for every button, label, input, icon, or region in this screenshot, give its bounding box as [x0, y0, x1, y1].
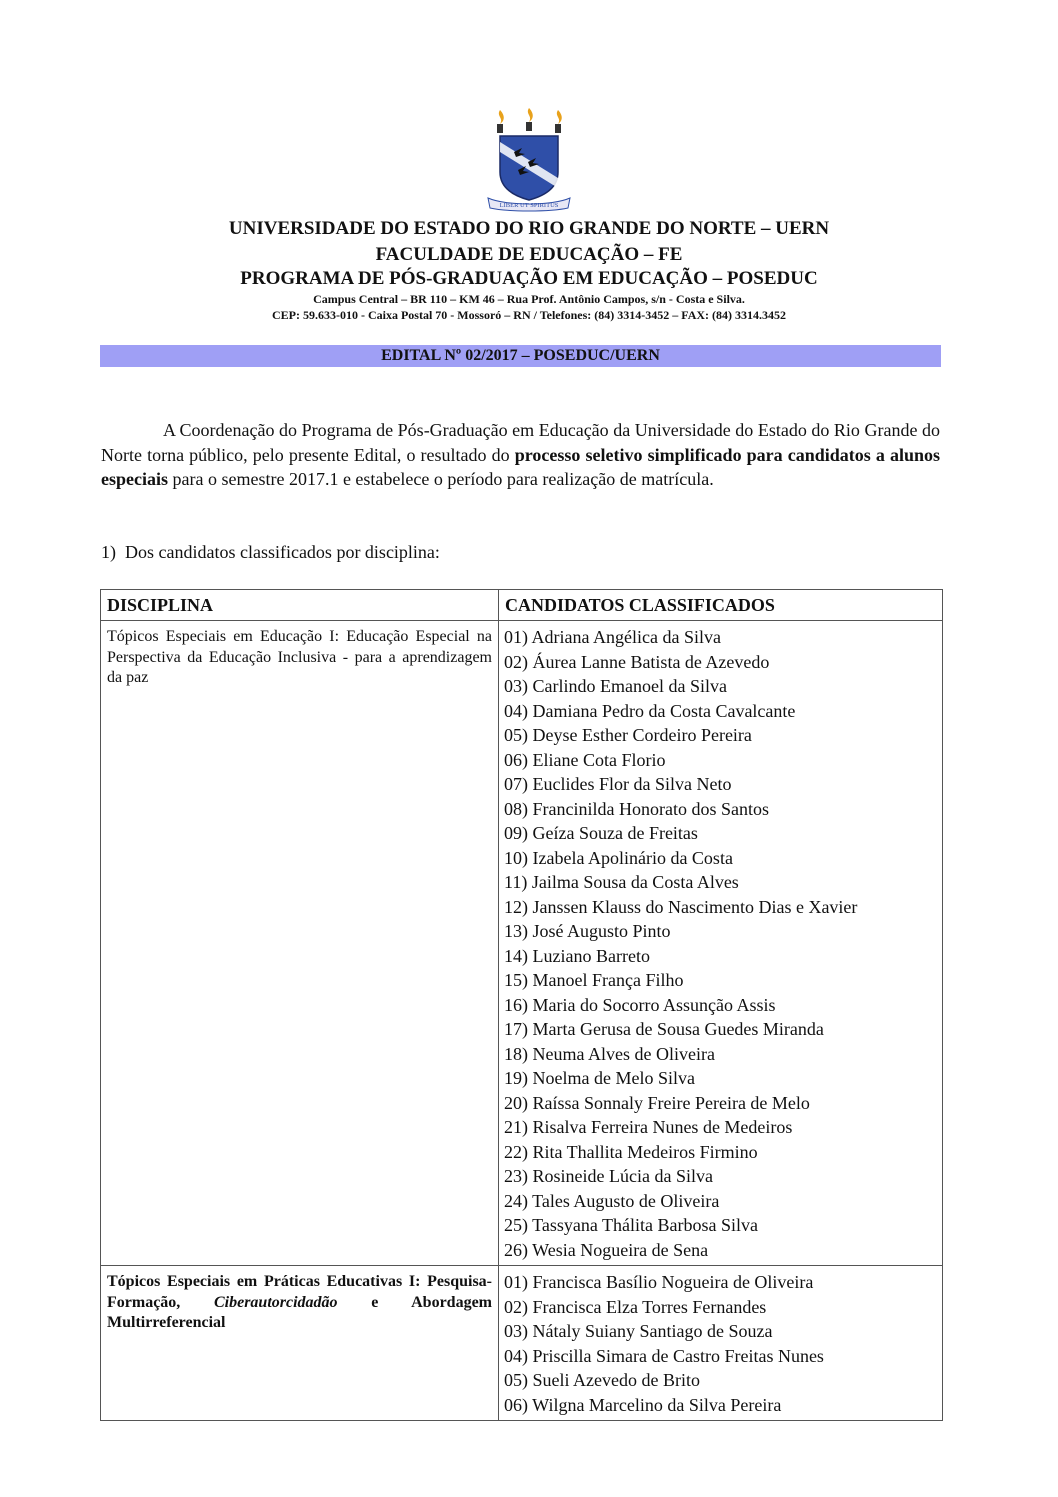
candidate-item: 24) Tales Augusto de Oliveira [504, 1190, 720, 1211]
candidate-item: 14) Luziano Barreto [504, 945, 650, 966]
candidate-item: 03) Nátaly Suiany Santiago de Souza [504, 1321, 773, 1341]
discipline-text-a: Tópicos Especiais em Práticas Educativas I: Pesquisa-Formação, [107, 1273, 492, 1311]
candidate-item: 11) Jailma Sousa da Costa Alves [504, 872, 739, 892]
discipline-cell: Tópicos Especiais em Educação I: Educação Especial na Perspectiva da Educação Inclusiva - para a aprendizagem da paz [101, 621, 499, 1266]
candidate-item: 05) Deyse Esther Cordeiro Pereira [504, 725, 752, 745]
candidates-cell [499, 1266, 943, 1421]
candidate-item: 26) Wesia Nogueira de Sena [504, 1239, 709, 1260]
university-coat-of-arms [486, 108, 572, 212]
candidate-item: 10) Izabela Apolinário da Costa [504, 847, 733, 868]
table-row [101, 621, 943, 1266]
motto-text: LIBER UT SPIRITUS [499, 202, 559, 209]
torch-icon [526, 108, 533, 131]
candidate-item: 25) Tassyana Thálita Barbosa Silva [504, 1215, 759, 1235]
candidate-item: 06) Eliane Cota Florio [504, 749, 666, 770]
candidate-item: 02) Francisca Elza Torres Fernandes [504, 1296, 767, 1317]
candidate-item: 07) Euclides Flor da Silva Neto [504, 774, 732, 794]
candidate-item: 02) Áurea Lanne Batista de Azevedo [504, 651, 770, 672]
torch-icon [497, 110, 504, 133]
candidate-item: 18) Neuma Alves de Oliveira [504, 1043, 715, 1064]
discipline-text-b: e Abordagem Multirreferencial [107, 1293, 492, 1331]
intro-text-1: A Coordenação do Programa de Pós-Graduação em Educação da Universidade do Estado do Rio Grande do Norte torna público, pelo presente Edital, o resultado do [101, 420, 940, 465]
edital-title: EDITAL Nº 02/2017 – POSEDUC/UERN [100, 345, 941, 367]
candidate-item: 13) José Augusto Pinto [504, 921, 671, 941]
candidate-item: 23) Rosineide Lúcia da Silva [504, 1166, 713, 1186]
university-name: UNIVERSIDADE DO ESTADO DO RIO GRANDE DO NORTE – UERN [228, 218, 830, 239]
table-header-row [101, 590, 943, 621]
section-heading: 1) Dos candidatos classificados por disciplina: [101, 542, 440, 562]
intro-text-2: para o semestre 2017.1 e estabelece o período para realização de matrícula. [168, 469, 714, 489]
candidate-item: 01) Adriana Angélica da Silva [504, 627, 721, 647]
candidate-item: 09) Geíza Souza de Freitas [504, 823, 698, 843]
discipline-text-italic: Ciberautorcidadão [213, 1293, 338, 1311]
discipline-cell [101, 1266, 499, 1421]
candidate-item: 19) Noelma de Melo Silva [504, 1068, 695, 1088]
faculty-name: FACULDADE DE EDUCAÇÃO – FE [375, 244, 683, 265]
candidate-item: 17) Marta Gerusa de Sousa Guedes Miranda [504, 1019, 824, 1039]
candidate-item: 03) Carlindo Emanoel da Silva [504, 676, 727, 696]
column-header-discipline: DISCIPLINA [101, 590, 499, 621]
candidates-cell [499, 621, 943, 1266]
table-row [101, 1266, 943, 1421]
candidate-item: 04) Damiana Pedro da Costa Cavalcante [504, 700, 796, 721]
candidate-item: 16) Maria do Socorro Assunção Assis [504, 994, 776, 1015]
torch-icon [555, 110, 562, 133]
candidate-item: 04) Priscilla Simara de Castro Freitas Nunes [504, 1345, 824, 1366]
candidate-item: 20) Raíssa Sonnaly Freire Pereira de Melo [504, 1092, 810, 1113]
intro-text-bold: processo seletivo simplificado para candidatos a alunos especiais [101, 444, 940, 489]
address-line-2: CEP: 59.633-010 - Caixa Postal 70 - Mossoró – RN / Telefones: (84) 3314-3452 – FAX: (84) 3314.3452 [271, 308, 787, 322]
candidate-item: 12) Janssen Klauss do Nascimento Dias e Xavier [504, 896, 858, 917]
candidate-item: 08) Francinilda Honorato dos Santos [504, 798, 769, 819]
address-line-1: Campus Central – BR 110 – KM 46 – Rua Prof. Antônio Campos, s/n - Costa e Silva. [313, 292, 745, 306]
program-name: PROGRAMA DE PÓS-GRADUAÇÃO EM EDUCAÇÃO – POSEDUC [240, 268, 818, 289]
classification-table [100, 589, 943, 1421]
candidate-item: 06) Wilgna Marcelino da Silva Pereira [504, 1394, 782, 1415]
candidate-item: 01) Francisca Basílio Nogueira de Oliveira [504, 1272, 814, 1292]
intro-paragraph [101, 418, 940, 492]
candidate-item: 22) Rita Thallita Medeiros Firmino [504, 1141, 758, 1162]
candidate-item: 21) Risalva Ferreira Nunes de Medeiros [504, 1117, 793, 1137]
candidate-item: 15) Manoel França Filho [504, 970, 684, 990]
column-header-candidates: CANDIDATOS CLASSIFICADOS [499, 590, 943, 621]
candidate-item: 05) Sueli Azevedo de Brito [504, 1370, 700, 1390]
